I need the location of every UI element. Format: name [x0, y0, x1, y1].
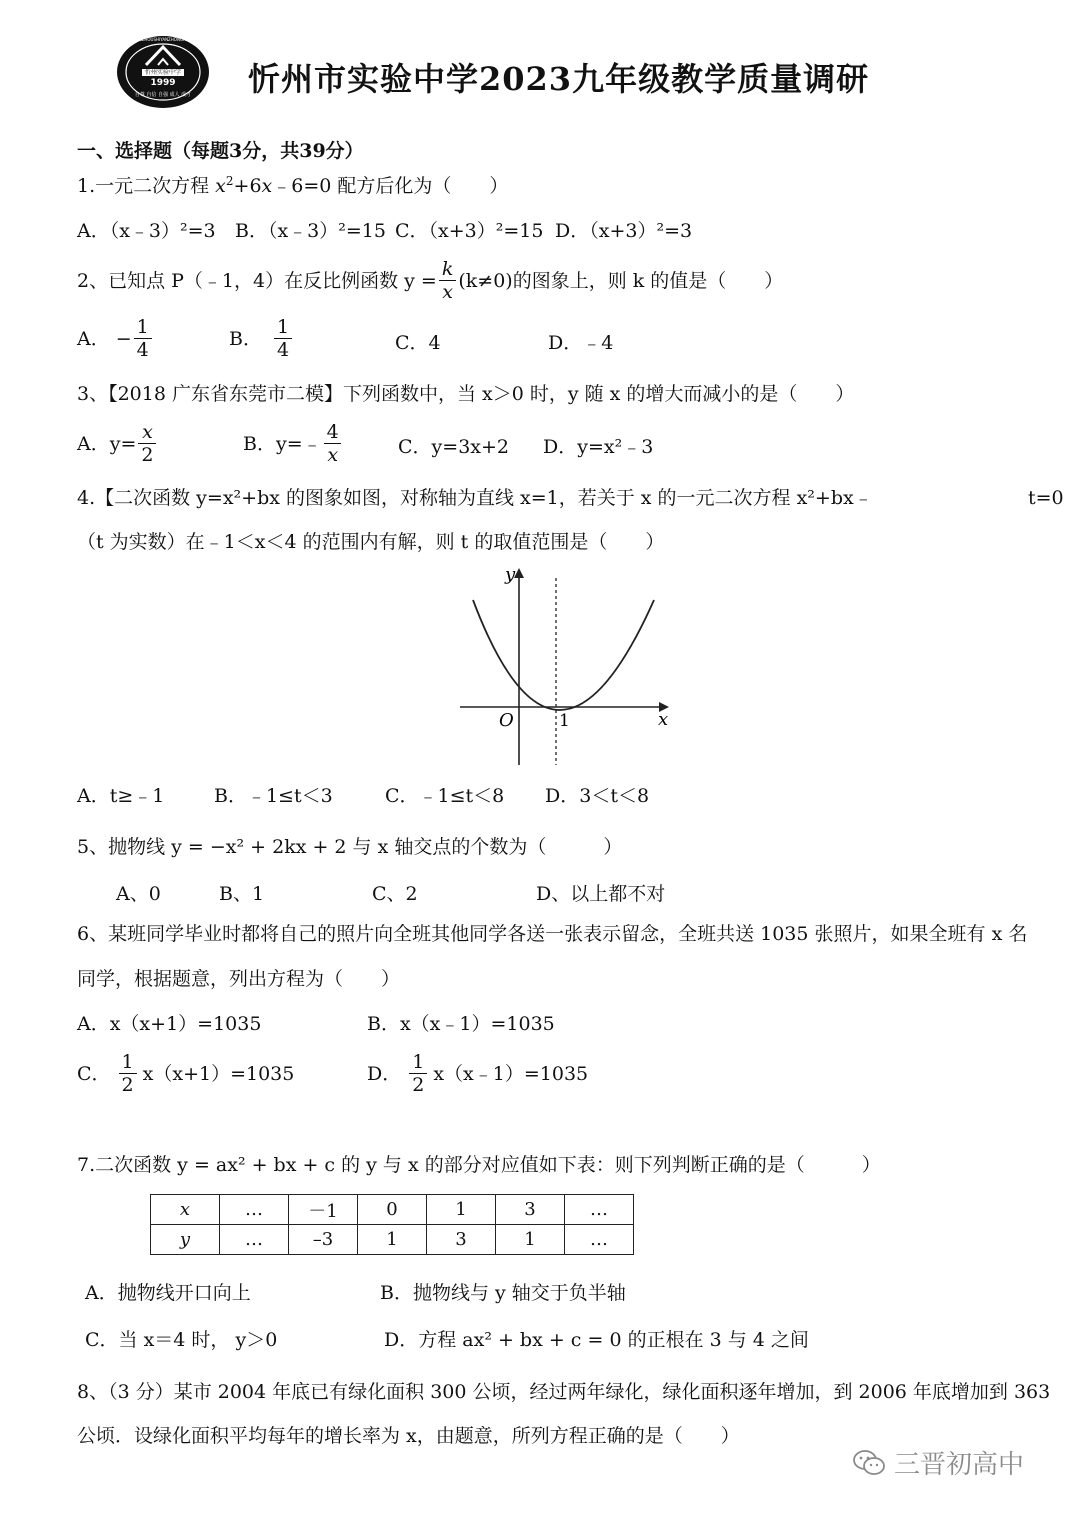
q4-option-b: B．﹣1≤t＜3	[214, 785, 333, 807]
q6-option-b: B．x（x﹣1）=1035	[367, 1013, 555, 1035]
table-cell: －1	[289, 1195, 358, 1225]
q1-option-d: D．（x+3）²=3	[555, 220, 693, 242]
q7-option-a: A．抛物线开口向上	[85, 1282, 251, 1304]
q3-option-b: B．y=﹣ $\frac{4}{x}$	[243, 421, 344, 466]
table-cell: 0	[358, 1195, 427, 1225]
q2-option-d: D．﹣4	[548, 332, 614, 354]
origin-label: O	[499, 710, 514, 731]
q4-stem-line1: 4.【二次函数 y=x²+bx 的图象如图，对称轴为直线 x=1，若关于 x 的一元二次方程 x²+bx﹣	[77, 487, 873, 509]
q3-option-c: C．y=3x+2	[398, 436, 510, 458]
q7-option-d: D．方程 ax² + bx + c = 0 的正根在 3 与 4 之间	[384, 1329, 809, 1351]
table-cell: …	[565, 1225, 634, 1255]
q7-option-b: B．抛物线与 y 轴交于负半轴	[380, 1282, 626, 1304]
q4-parabola-graph	[455, 560, 675, 770]
logo-year: 1999	[150, 78, 176, 88]
q3-option-d: D．y=x²﹣3	[543, 436, 654, 458]
q7-option-c: C．当 x＝4 时， y＞0	[85, 1329, 278, 1351]
table-cell: 3	[427, 1225, 496, 1255]
table-row-y	[151, 1225, 634, 1255]
tick-one-label: 1	[559, 711, 570, 731]
q1-option-a: A．（x﹣3）²=3	[77, 220, 216, 242]
q3-stem: 3、【2018 广东省东莞市二模】下列函数中，当 x＞0 时，y 随 x 的增大而减小的是（ ）	[77, 383, 855, 405]
q8-stem-line2: 公顷．设绿化面积平均每年的增长率为 x，由题意，所列方程正确的是（ ）	[77, 1425, 740, 1447]
q5-stem: 5、抛物线 y = −x² + 2kx + 2 与 x 轴交点的个数为（ ）	[77, 836, 623, 858]
q4-option-a: A．t≥﹣1	[77, 785, 165, 807]
x-axis-label: x	[658, 709, 669, 730]
q4-option-d: D．3＜t＜8	[545, 785, 650, 807]
section-heading: 一、选择题（每题3分，共39分）	[77, 140, 364, 162]
table-cell: …	[220, 1195, 289, 1225]
y-axis-label: y	[505, 564, 516, 585]
table-cell: …	[565, 1195, 634, 1225]
table-row-x	[151, 1195, 634, 1225]
logo-top-text: XINZHOUSHIYANZHONGXUE	[134, 37, 192, 42]
logo-motto: 自尊 自信 自强 成人 成才	[134, 92, 192, 98]
q5-option-b: B、1	[219, 883, 265, 905]
q7-value-table	[150, 1194, 634, 1255]
table-cell: y	[151, 1225, 220, 1255]
q6-option-c: C． $\frac{1}{2}$ x（x+1）=1035	[77, 1051, 295, 1096]
q1-option-c: C．（x+3）²=15	[395, 220, 544, 242]
q3-option-a: A．y= $\frac{x}{2}$	[77, 421, 158, 466]
q8-stem-line1: 8、（3 分）某市 2004 年底已有绿化面积 300 公顷，经过两年绿化，绿化面积逐年增加，到 2006 年底增加到 363	[77, 1381, 1051, 1403]
q6-option-a: A．x（x+1）=1035	[77, 1013, 262, 1035]
q5-option-d: D、以上都不对	[536, 883, 666, 905]
watermark	[852, 1444, 1024, 1481]
q2-option-c: C．4	[395, 332, 441, 354]
y-axis-arrow	[514, 568, 524, 578]
table-cell: x	[151, 1195, 220, 1225]
q4-option-c: C．﹣1≤t＜8	[385, 785, 505, 807]
page-title: 忻州市实验中学2023九年级教学质量调研	[248, 60, 870, 98]
q2-option-b: B． $\frac{1}{4}$	[229, 316, 294, 361]
table-cell: 1	[496, 1225, 565, 1255]
q7-stem: 7.二次函数 y = ax² + bx + c 的 y 与 x 的部分对应值如下表：则下列判断正确的是（ ）	[77, 1154, 881, 1176]
q4-stem-line2: （t 为实数）在﹣1＜x＜4 的范围内有解，则 t 的取值范围是（ ）	[77, 531, 665, 553]
q5-option-c: C、2	[372, 883, 418, 905]
q2-option-a: A． − $\frac{1}{4}$	[77, 316, 154, 361]
school-logo	[116, 35, 210, 109]
wechat-icon	[852, 1449, 886, 1477]
q6-option-d: D． $\frac{1}{2}$ x（x﹣1）=1035	[367, 1051, 589, 1096]
table-cell: –3	[289, 1225, 358, 1255]
q1-option-b: B．（x﹣3）²=15	[235, 220, 386, 242]
table-cell: 3	[496, 1195, 565, 1225]
q4-stem-line1-end: t=0	[1028, 487, 1064, 509]
q2-fraction: $\frac{k}{x}$	[439, 258, 457, 303]
q6-stem-line2: 同学，根据题意，列出方程为（ ）	[77, 968, 401, 990]
watermark-text: 三晋初高中	[894, 1450, 1025, 1480]
parabola-curve	[473, 600, 654, 710]
table-cell: 1	[427, 1195, 496, 1225]
q5-option-a: A、0	[116, 883, 161, 905]
q2-stem: 2、已知点 P（﹣1，4）在反比例函数 y = $\frac{k}{x}$ (k≠0)的图象上，则 k 的值是（ ）	[77, 258, 784, 303]
q6-stem-line1: 6、某班同学毕业时都将自己的照片向全班其他同学各送一张表示留念，全班共送 1035 张照片，如果全班有 x 名	[77, 923, 1028, 945]
table-cell: 1	[358, 1225, 427, 1255]
table-cell: …	[220, 1225, 289, 1255]
logo-school-name: 忻州实验中学	[144, 69, 181, 76]
q1-stem: 1.一元二次方程 $x^2+6x﹣6=0$ 配方后化为（ ）	[77, 174, 509, 197]
